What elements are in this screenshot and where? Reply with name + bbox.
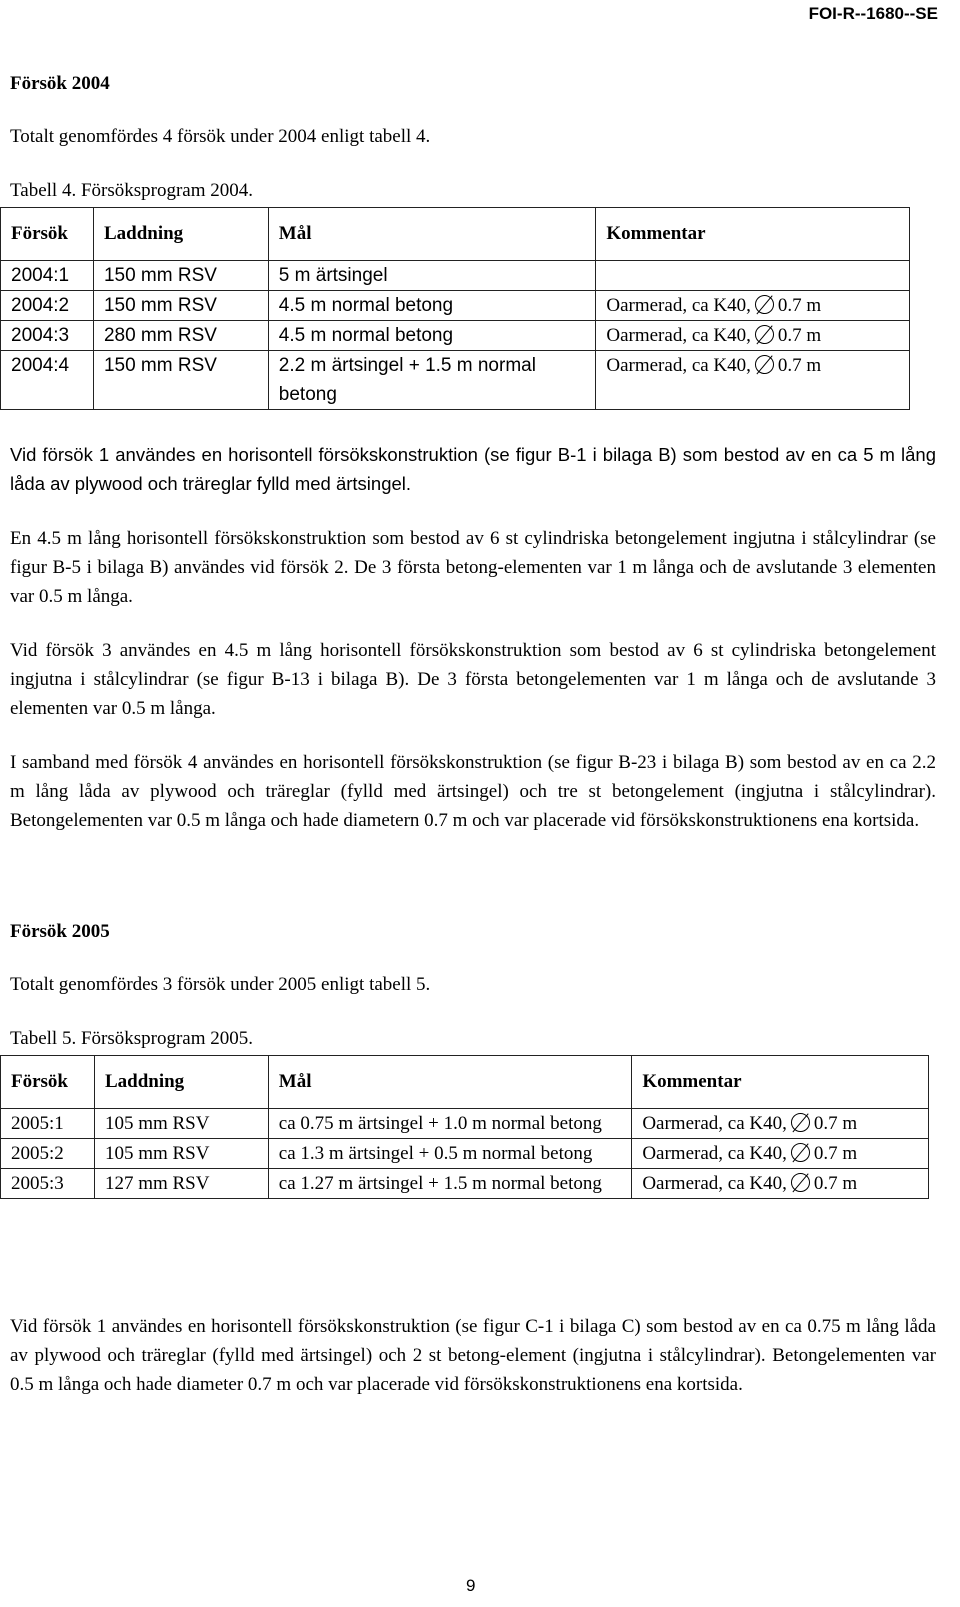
- cell-mal: ca 1.3 m ärtsingel + 0.5 m normal betong: [268, 1139, 632, 1169]
- table-row: [1, 1169, 929, 1199]
- col-header-laddning: Laddning: [94, 1056, 268, 1109]
- cell-mal: 4.5 m normal betong: [268, 291, 596, 321]
- table-row: [1, 351, 910, 410]
- table-header-row: [1, 1056, 929, 1109]
- table-row: [1, 1109, 929, 1139]
- kommentar-text: Oarmerad, ca K40,: [606, 325, 751, 346]
- section-heading-2005: Försök 2005: [10, 921, 110, 942]
- cell-mal: 4.5 m normal betong: [268, 321, 596, 351]
- paragraph-2004-2: En 4.5 m lång horisontell försökskonstruktion som bestod av 6 st cylindriska betongelement ingjutna i stålcylindrar (se figur B-5 i bilaga B) användes vid försök 2. De 3 första betong-elementen var 1 m långa och de avslutande 3 elementen var 0.5 m långa.: [10, 528, 936, 607]
- paragraph-2004-3: Vid försök 3 användes en 4.5 m lång horisontell försökskonstruktion som bestod av 6 st cylindriska betongelement ingjutna i stålcylindrar (se figur B-13 i bilaga B). De 3 första betongelementen var 1 m långa och de avslutande 3 elementen var 0.5 m långa.: [10, 640, 936, 719]
- table-row: [1, 261, 910, 291]
- cell-laddning: 150 mm RSV: [93, 261, 268, 291]
- cell-forsok: 2004:3: [1, 321, 94, 351]
- cell-mal: ca 1.27 m ärtsingel + 1.5 m normal betong: [268, 1169, 632, 1199]
- intro-2004: Totalt genomfördes 4 försök under 2004 enligt tabell 4.: [10, 126, 431, 147]
- cell-kommentar: [632, 1139, 929, 1169]
- diameter-icon: [755, 295, 774, 314]
- diameter-value: 0.7 m: [777, 325, 822, 346]
- table-5: [0, 1055, 929, 1199]
- col-header-mal: Mål: [268, 208, 596, 261]
- kommentar-text: Oarmerad, ca K40,: [642, 1173, 787, 1194]
- table-caption-5: Tabell 5. Försöksprogram 2005.: [10, 1028, 254, 1049]
- table-header-row: [1, 208, 910, 261]
- diameter-icon: [791, 1173, 810, 1192]
- kommentar-text: Oarmerad, ca K40,: [642, 1113, 787, 1134]
- report-id: FOI-R--1680--SE: [808, 4, 938, 23]
- cell-laddning: 105 mm RSV: [94, 1109, 268, 1139]
- cell-kommentar: [596, 261, 910, 291]
- cell-forsok: 2004:1: [1, 261, 94, 291]
- col-header-kommentar: Kommentar: [632, 1056, 929, 1109]
- section-heading-2004: Försök 2004: [10, 73, 110, 94]
- kommentar-text: Oarmerad, ca K40,: [642, 1143, 787, 1164]
- cell-laddning: 280 mm RSV: [93, 321, 268, 351]
- cell-forsok: 2005:1: [1, 1109, 95, 1139]
- cell-mal: 2.2 m ärtsingel + 1.5 m normal betong: [268, 351, 596, 410]
- page-number: 9: [466, 1576, 476, 1595]
- table-row: [1, 291, 910, 321]
- table-caption-4: Tabell 4. Försöksprogram 2004.: [10, 180, 254, 201]
- cell-kommentar: [596, 291, 910, 321]
- kommentar-text: Oarmerad, ca K40,: [606, 355, 751, 376]
- col-header-laddning: Laddning: [93, 208, 268, 261]
- paragraph-2004-1: Vid försök 1 användes en horisontell försökskonstruktion (se figur B-1 i bilaga B) som bestod av en ca 5 m lång låda av plywood och träreglar fylld med ärtsingel.: [10, 444, 936, 494]
- diameter-icon: [755, 325, 774, 344]
- col-header-mal: Mål: [268, 1056, 632, 1109]
- cell-laddning: 127 mm RSV: [94, 1169, 268, 1199]
- table-4: [0, 207, 910, 410]
- col-header-forsok: Försök: [1, 208, 94, 261]
- intro-2005: Totalt genomfördes 3 försök under 2005 enligt tabell 5.: [10, 974, 431, 995]
- diameter-value: 0.7 m: [777, 355, 822, 376]
- cell-forsok: 2005:2: [1, 1139, 95, 1169]
- col-header-kommentar: Kommentar: [596, 208, 910, 261]
- diameter-icon: [791, 1143, 810, 1162]
- cell-mal: 5 m ärtsingel: [268, 261, 596, 291]
- cell-forsok: 2004:2: [1, 291, 94, 321]
- cell-kommentar: [596, 321, 910, 351]
- diameter-value: 0.7 m: [813, 1143, 858, 1164]
- cell-kommentar: [632, 1169, 929, 1199]
- cell-kommentar: [632, 1109, 929, 1139]
- col-header-forsok: Försök: [1, 1056, 95, 1109]
- cell-forsok: 2005:3: [1, 1169, 95, 1199]
- table-row: [1, 1139, 929, 1169]
- cell-kommentar: [596, 351, 910, 410]
- paragraph-2005-1: Vid försök 1 användes en horisontell försökskonstruktion (se figur C-1 i bilaga C) som bestod av en ca 0.75 m lång låda av plywood och träreglar (fylld med ärtsingel) och 2 st betong-element (ingjutna i stålcylindrar). Betongelementen var 0.5 m långa och hade diameter 0.7 m och var placerade vid försökskonstruktionens ena kortsida.: [10, 1316, 936, 1395]
- table-row: [1, 321, 910, 351]
- cell-forsok: 2004:4: [1, 351, 94, 410]
- paragraph-2004-4: I samband med försök 4 användes en horisontell försökskonstruktion (se figur B-23 i bilaga B) som bestod av en ca 2.2 m lång låda av plywood och träreglar (fylld med ärtsingel) och tre st betongelement (ingjutna i stålcylindrar). Betongelementen var 0.5 m långa och hade diametern 0.7 m och var placerade vid försökskonstruktionens ena kortsida.: [10, 752, 936, 831]
- diameter-icon: [755, 355, 774, 374]
- diameter-value: 0.7 m: [777, 295, 822, 316]
- diameter-value: 0.7 m: [813, 1173, 858, 1194]
- cell-mal: ca 0.75 m ärtsingel + 1.0 m normal betong: [268, 1109, 632, 1139]
- cell-laddning: 150 mm RSV: [93, 291, 268, 321]
- cell-laddning: 150 mm RSV: [93, 351, 268, 410]
- cell-laddning: 105 mm RSV: [94, 1139, 268, 1169]
- kommentar-text: Oarmerad, ca K40,: [606, 295, 751, 316]
- diameter-value: 0.7 m: [813, 1113, 858, 1134]
- diameter-icon: [791, 1113, 810, 1132]
